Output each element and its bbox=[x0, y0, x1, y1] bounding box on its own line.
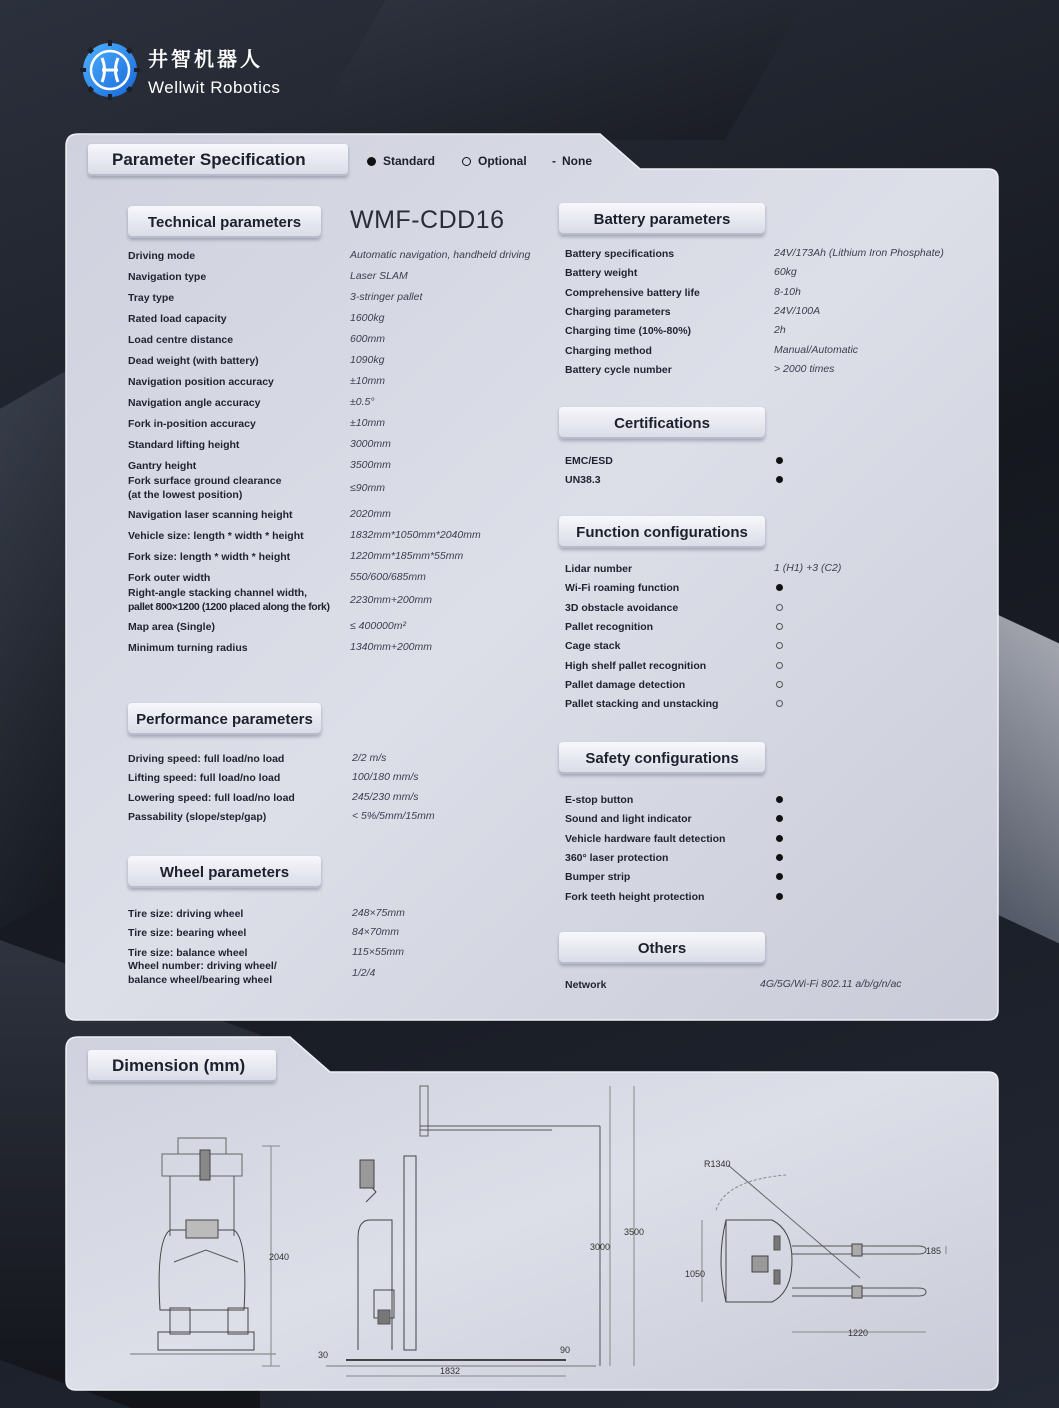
technical-row-label: Right-angle stacking channel width, bbox=[128, 587, 308, 599]
functions-row bbox=[565, 659, 985, 678]
safety-row-label: Sound and light indicator bbox=[565, 813, 692, 826]
technical-row bbox=[128, 508, 548, 529]
wheel-row bbox=[128, 926, 548, 945]
technical-row bbox=[128, 249, 548, 270]
technical-row bbox=[128, 291, 548, 312]
technical-row-label: Navigation position accuracy bbox=[128, 376, 274, 388]
technical-row-value: 1832mm*1050mm*2040mm bbox=[350, 529, 481, 541]
functions-row bbox=[565, 601, 985, 620]
technical-row-label: Vehicle size: length * width * height bbox=[128, 530, 304, 542]
certifications-row-label: UN38.3 bbox=[565, 474, 601, 487]
technical-row-value: 1600kg bbox=[350, 312, 385, 324]
technical-row-label: Gantry height bbox=[128, 460, 197, 472]
technical-row bbox=[128, 333, 548, 354]
side-view-drawing bbox=[318, 1086, 644, 1376]
performance-row-value: < 5%/5mm/15mm bbox=[352, 809, 435, 822]
legend-optional: Optional bbox=[462, 154, 527, 168]
battery-row-value: 8-10h bbox=[774, 285, 801, 298]
battery-row-value: Manual/Automatic bbox=[774, 343, 859, 356]
safety-configurations-title: Safety configurations bbox=[559, 742, 765, 774]
standard-dot-icon bbox=[776, 873, 783, 880]
dim-turn-radius: R1340 bbox=[704, 1159, 731, 1169]
technical-row-value: 2020mm bbox=[350, 508, 391, 520]
performance-row bbox=[128, 752, 548, 771]
performance-row bbox=[128, 810, 548, 829]
technical-row-label: Fork surface ground clearance bbox=[128, 475, 282, 487]
dim-vehicle-width: 1050 bbox=[685, 1269, 706, 1279]
standard-dot-icon bbox=[776, 835, 783, 842]
standard-dot-icon bbox=[776, 457, 783, 464]
technical-row-value: 1090kg bbox=[350, 354, 385, 366]
dim-fork-width: 185 bbox=[926, 1246, 942, 1256]
technical-row-label: Fork size: length * width * height bbox=[128, 551, 291, 563]
dim-gantry-height: 3500 bbox=[624, 1227, 645, 1237]
functions-row-label: 3D obstacle avoidance bbox=[565, 601, 679, 614]
battery-row bbox=[565, 344, 985, 363]
functions-row-label: Wi-Fi roaming function bbox=[565, 582, 680, 595]
dimension-drawings bbox=[66, 1080, 998, 1390]
functions-row-value: 1 (H1) +3 (C2) bbox=[774, 562, 842, 574]
battery-row-label: Battery cycle number bbox=[565, 363, 672, 376]
optional-circle-icon bbox=[776, 662, 783, 669]
safety-row-label: 360° laser protection bbox=[565, 851, 669, 864]
technical-row-value: ≤ 400000m² bbox=[350, 620, 406, 632]
filled-dot-icon bbox=[367, 157, 376, 166]
battery-row-value: 60kg bbox=[774, 266, 797, 279]
safety-row bbox=[565, 890, 985, 909]
performance-row-label: Lowering speed: full load/no load bbox=[128, 791, 295, 804]
technical-row-label-cont: pallet 800×1200 (1200 placed along the fork) bbox=[128, 601, 330, 613]
battery-row bbox=[565, 305, 985, 324]
battery-row bbox=[565, 266, 985, 285]
wheel-row-value: 115×55mm bbox=[352, 945, 405, 958]
battery-row-label: Charging parameters bbox=[565, 305, 671, 318]
technical-row bbox=[128, 354, 548, 375]
technical-row-label: Driving mode bbox=[128, 250, 196, 262]
functions-row bbox=[565, 697, 985, 716]
technical-row-value: 3000mm bbox=[350, 438, 391, 450]
performance-row bbox=[128, 791, 548, 810]
technical-row bbox=[128, 641, 548, 662]
standard-dot-icon bbox=[776, 893, 783, 900]
certifications-title: Certifications bbox=[559, 407, 765, 439]
technical-row-label: Standard lifting height bbox=[128, 439, 240, 451]
technical-row-value: ±0.5° bbox=[350, 396, 375, 408]
technical-row-value: Automatic navigation, handheld driving bbox=[350, 249, 531, 261]
wheel-row-label: Tire size: balance wheel bbox=[128, 946, 248, 959]
technical-row-value: 1340mm+200mm bbox=[350, 641, 432, 653]
dash-icon: - bbox=[552, 154, 556, 168]
performance-row-value: 100/180 mm/s bbox=[352, 771, 419, 784]
battery-row-label: Battery weight bbox=[565, 267, 638, 280]
certifications-row-label: EMC/ESD bbox=[565, 455, 613, 467]
battery-parameters-title: Battery parameters bbox=[559, 203, 765, 235]
battery-row-label: Battery specifications bbox=[565, 248, 675, 260]
technical-row-label: Tray type bbox=[128, 292, 175, 304]
functions-row-label: Pallet recognition bbox=[565, 620, 654, 633]
safety-row bbox=[565, 812, 985, 831]
others-title: Others bbox=[559, 932, 765, 964]
others-row bbox=[565, 978, 985, 997]
functions-row-label: Pallet damage detection bbox=[565, 678, 686, 691]
technical-row bbox=[128, 396, 548, 417]
wheel-row-label: Tire size: driving wheel bbox=[128, 908, 244, 920]
technical-row-label: Minimum turning radius bbox=[128, 642, 248, 654]
technical-row-label: Navigation angle accuracy bbox=[128, 397, 261, 409]
functions-row bbox=[565, 620, 985, 639]
battery-row-label: Charging time (10%-80%) bbox=[565, 325, 692, 338]
brand-name-en: Wellwit Robotics bbox=[148, 77, 281, 97]
performance-parameters-title: Performance parameters bbox=[128, 703, 321, 735]
wheel-row-label: Wheel number: driving wheel/ bbox=[128, 959, 277, 972]
performance-row-label: Lifting speed: full load/no load bbox=[128, 772, 281, 785]
wheel-row bbox=[128, 907, 548, 926]
wheel-row-label: Tire size: bearing wheel bbox=[128, 927, 247, 940]
technical-row-label: Fork outer width bbox=[128, 572, 211, 584]
technical-row-label: Rated load capacity bbox=[128, 313, 227, 325]
dim-fork-clearance: 90 bbox=[560, 1345, 571, 1355]
technical-row-label: Map area (Single) bbox=[128, 621, 215, 633]
functions-row-label: Pallet stacking and unstacking bbox=[565, 698, 719, 711]
technical-row-value: Laser SLAM bbox=[350, 270, 408, 282]
technical-row bbox=[128, 475, 548, 508]
optional-circle-icon bbox=[776, 642, 783, 649]
optional-circle-icon bbox=[776, 681, 783, 688]
certifications-row bbox=[565, 473, 985, 492]
technical-row-value: 3500mm bbox=[350, 459, 391, 471]
battery-row-label: Charging method bbox=[565, 344, 652, 357]
safety-row-label: Vehicle hardware fault detection bbox=[565, 832, 726, 845]
technical-row bbox=[128, 417, 548, 438]
optional-circle-icon bbox=[776, 623, 783, 630]
dimension-title: Dimension (mm) bbox=[88, 1050, 276, 1082]
legend-none: - None bbox=[552, 154, 592, 168]
certifications-row bbox=[565, 454, 985, 473]
performance-row-value: 2/2 m/s bbox=[352, 752, 387, 764]
performance-row-label: Driving speed: full load/no load bbox=[128, 753, 285, 765]
technical-row bbox=[128, 312, 548, 333]
technical-parameters-title: Technical parameters bbox=[128, 206, 321, 238]
safety-row-label: Bumper strip bbox=[565, 871, 631, 884]
wheel-row-value: 1/2/4 bbox=[352, 966, 376, 979]
safety-row bbox=[565, 870, 985, 889]
performance-row bbox=[128, 771, 548, 790]
safety-row-label: Fork teeth height protection bbox=[565, 890, 705, 903]
wheel-row bbox=[128, 959, 548, 991]
function-configurations-title: Function configurations bbox=[559, 516, 765, 548]
functions-row bbox=[565, 639, 985, 658]
model-name: WMF-CDD16 bbox=[350, 206, 505, 234]
front-view-drawing bbox=[130, 1138, 289, 1366]
technical-row-value: 2230mm+200mm bbox=[350, 594, 432, 606]
technical-row-label: Fork in-position accuracy bbox=[128, 418, 256, 430]
battery-row bbox=[565, 324, 985, 343]
performance-row-label: Passability (slope/step/gap) bbox=[128, 810, 267, 823]
technical-row-label-cont: (at the lowest position) bbox=[128, 489, 243, 501]
battery-row-value: > 2000 times bbox=[774, 362, 835, 375]
legend-standard: Standard bbox=[367, 154, 435, 168]
technical-row-value: 550/600/685mm bbox=[350, 571, 426, 583]
functions-row-label: Lidar number bbox=[565, 563, 633, 575]
technical-row-value: 1220mm*185mm*55mm bbox=[350, 550, 464, 562]
optional-circle-icon bbox=[776, 604, 783, 611]
standard-dot-icon bbox=[776, 854, 783, 861]
technical-row-label: Load centre distance bbox=[128, 334, 234, 346]
dim-vehicle-length: 1832 bbox=[440, 1366, 461, 1376]
technical-row bbox=[128, 620, 548, 641]
top-view-drawing bbox=[685, 1159, 946, 1338]
functions-row bbox=[565, 678, 985, 697]
dim-front-height: 2040 bbox=[269, 1252, 290, 1262]
technical-row bbox=[128, 270, 548, 291]
technical-row-label: Navigation type bbox=[128, 271, 207, 283]
safety-row-label: E-stop button bbox=[565, 794, 634, 806]
battery-row-value: 24V/173Ah (Lithium Iron Phosphate) bbox=[774, 247, 944, 259]
optional-circle-icon bbox=[776, 700, 783, 707]
functions-row-label: Cage stack bbox=[565, 640, 621, 653]
brand-name-cn: 井智机器人 bbox=[148, 46, 263, 71]
wheel-row-label-cont: balance wheel/bearing wheel bbox=[128, 973, 273, 986]
standard-dot-icon bbox=[776, 796, 783, 803]
standard-dot-icon bbox=[776, 476, 783, 483]
functions-row-label: High shelf pallet recognition bbox=[565, 659, 707, 672]
battery-row-value: 24V/100A bbox=[774, 304, 821, 317]
technical-row bbox=[128, 375, 548, 396]
battery-row bbox=[565, 286, 985, 305]
technical-row-label: Navigation laser scanning height bbox=[128, 509, 293, 521]
battery-row bbox=[565, 247, 985, 266]
technical-row-value: ±10mm bbox=[350, 375, 385, 387]
safety-row bbox=[565, 832, 985, 851]
safety-row bbox=[565, 793, 985, 812]
battery-row-label: Comprehensive battery life bbox=[565, 286, 700, 299]
functions-row bbox=[565, 562, 985, 581]
dim-ground-gap: 30 bbox=[318, 1350, 329, 1360]
dim-lift-height: 3000 bbox=[590, 1242, 611, 1252]
technical-row-value: 3-stringer pallet bbox=[350, 291, 423, 303]
technical-row bbox=[128, 438, 548, 459]
functions-row bbox=[565, 581, 985, 600]
spec-title: Parameter Specification bbox=[88, 144, 348, 176]
battery-row bbox=[565, 363, 985, 382]
safety-row bbox=[565, 851, 985, 870]
wheel-row-value: 248×75mm bbox=[352, 907, 405, 919]
performance-row-value: 245/230 mm/s bbox=[352, 790, 419, 803]
hollow-dot-icon bbox=[462, 157, 471, 166]
technical-row-label: Dead weight (with battery) bbox=[128, 355, 259, 367]
others-row-label: Network bbox=[565, 979, 607, 991]
battery-row-value: 2h bbox=[774, 324, 786, 337]
standard-dot-icon bbox=[776, 584, 783, 591]
wheel-row-value: 84×70mm bbox=[352, 926, 399, 939]
technical-row bbox=[128, 587, 548, 620]
technical-row-value: ±10mm bbox=[350, 417, 385, 429]
technical-row-value: 600mm bbox=[350, 333, 386, 345]
others-row-value: 4G/5G/Wi-Fi 802.11 a/b/g/n/ac bbox=[760, 978, 902, 990]
wheel-parameters-title: Wheel parameters bbox=[128, 856, 321, 888]
dim-fork-length: 1220 bbox=[848, 1328, 869, 1338]
technical-row-value: ≤90mm bbox=[350, 482, 385, 494]
technical-row bbox=[128, 550, 548, 571]
technical-row bbox=[128, 529, 548, 550]
standard-dot-icon bbox=[776, 815, 783, 822]
